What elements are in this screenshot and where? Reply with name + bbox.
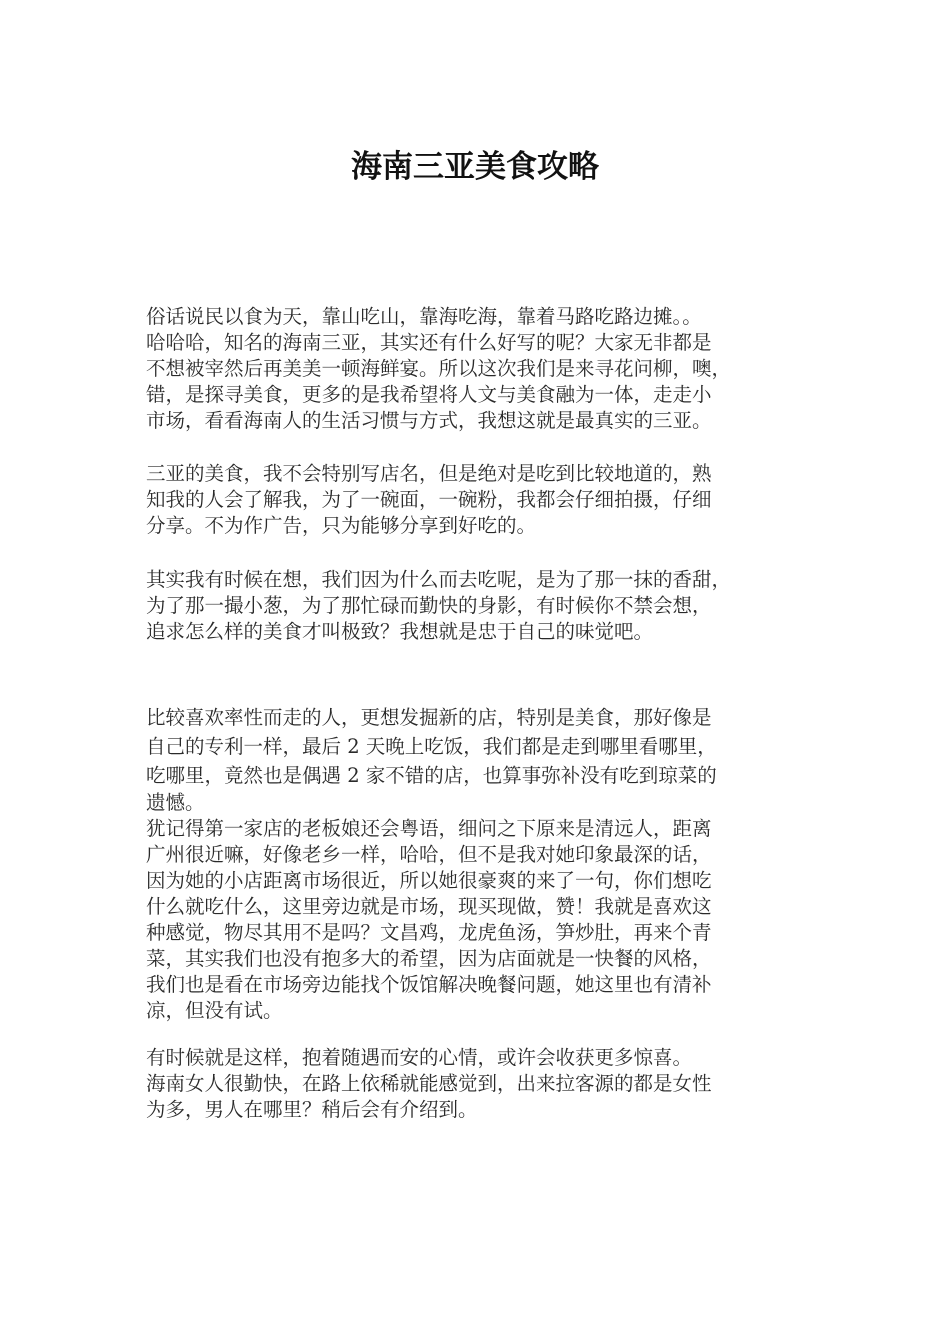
paragraph-line: 知我的人会了解我，为了一碗面，一碗粉，我都会仔细拍摄，仔细	[146, 488, 712, 511]
paragraph-line: 追求怎么样的美食才叫极致？我想就是忠于自己的味觉吧。	[146, 620, 654, 643]
paragraph-line: 种感觉，物尽其用不是吗？文昌鸡，龙虎鱼汤，笋炒肚，再来个青	[146, 921, 712, 944]
paragraph-line: 广州很近嘛，好像老乡一样，哈哈，但不是我对她印象最深的话，	[146, 843, 712, 866]
paragraph-line: 犹记得第一家店的老板娘还会粤语，细问之下原来是清远人，距离	[146, 817, 712, 840]
paragraph-line: 有时候就是这样，抱着随遇而安的心情，或许会收获更多惊喜。	[146, 1046, 693, 1069]
paragraph-line: 不想被宰然后再美美一顿海鲜宴。所以这次我们是来寻花问柳，噢，	[146, 357, 732, 380]
paragraph-line: 因为她的小店距离市场很近，所以她很豪爽的来了一句，你们想吃	[146, 869, 712, 892]
paragraph-line: 自己的专利一样，最后 2 天晚上吃饭，我们都是走到哪里看哪里，	[146, 735, 717, 758]
paragraph-line: 为多，男人在哪里？稍后会有介绍到。	[146, 1098, 478, 1121]
document-title: 海南三亚美食攻略	[351, 149, 599, 185]
paragraph-hainan-women	[146, 1045, 806, 1123]
paragraph-line: 哈哈哈，知名的海南三亚，其实还有什么好写的呢？大家无非都是	[146, 331, 712, 354]
paragraph-line: 其实我有时候在想，我们因为什么而去吃呢，是为了那一抹的香甜，	[146, 568, 732, 591]
paragraph-line: 什么就吃什么，这里旁边就是市场，现买现做，赞！我就是喜欢这	[146, 895, 712, 918]
paragraph-line: 为了那一撮小葱，为了那忙碌而勤快的身影，有时候你不禁会想，	[146, 594, 712, 617]
paragraph-first-restaurant	[146, 703, 806, 1024]
paragraph-line: 分享。不为作广告，只为能够分享到好吃的。	[146, 514, 537, 537]
paragraph-line: 错，是探寻美食，更多的是我希望将人文与美食融为一体，走走小	[146, 383, 712, 406]
paragraph-line: 海南女人很勤快，在路上依稀就能感觉到，出来拉客源的都是女性	[146, 1072, 712, 1095]
paragraph-line: 三亚的美食，我不会特别写店名，但是绝对是吃到比较地道的，熟	[146, 462, 712, 485]
paragraph-food-style	[146, 461, 806, 539]
paragraph-why-eat	[146, 567, 806, 645]
paragraph-line: 凉，但没有试。	[146, 999, 283, 1022]
paragraph-line: 俗话说民以食为天，靠山吃山，靠海吃海，靠着马路吃路边摊。。	[146, 305, 702, 328]
paragraph-line: 比较喜欢率性而走的人，更想发掘新的店，特别是美食，那好像是	[146, 706, 712, 729]
paragraph-line: 菜，其实我们也没有抱多大的希望，因为店面就是一快餐的风格，	[146, 947, 712, 970]
paragraph-line: 我们也是看在市场旁边能找个饭馆解决晚餐问题，她这里也有清补	[146, 973, 712, 996]
paragraph-intro	[146, 304, 806, 434]
paragraph-line: 市场，看看海南人的生活习惯与方式，我想这就是最真实的三亚。	[146, 409, 712, 432]
paragraph-line: 吃哪里，竟然也是偶遇 2 家不错的店，也算事弥补没有吃到琼菜的	[146, 764, 717, 787]
paragraph-line: 遗憾。	[146, 791, 205, 814]
